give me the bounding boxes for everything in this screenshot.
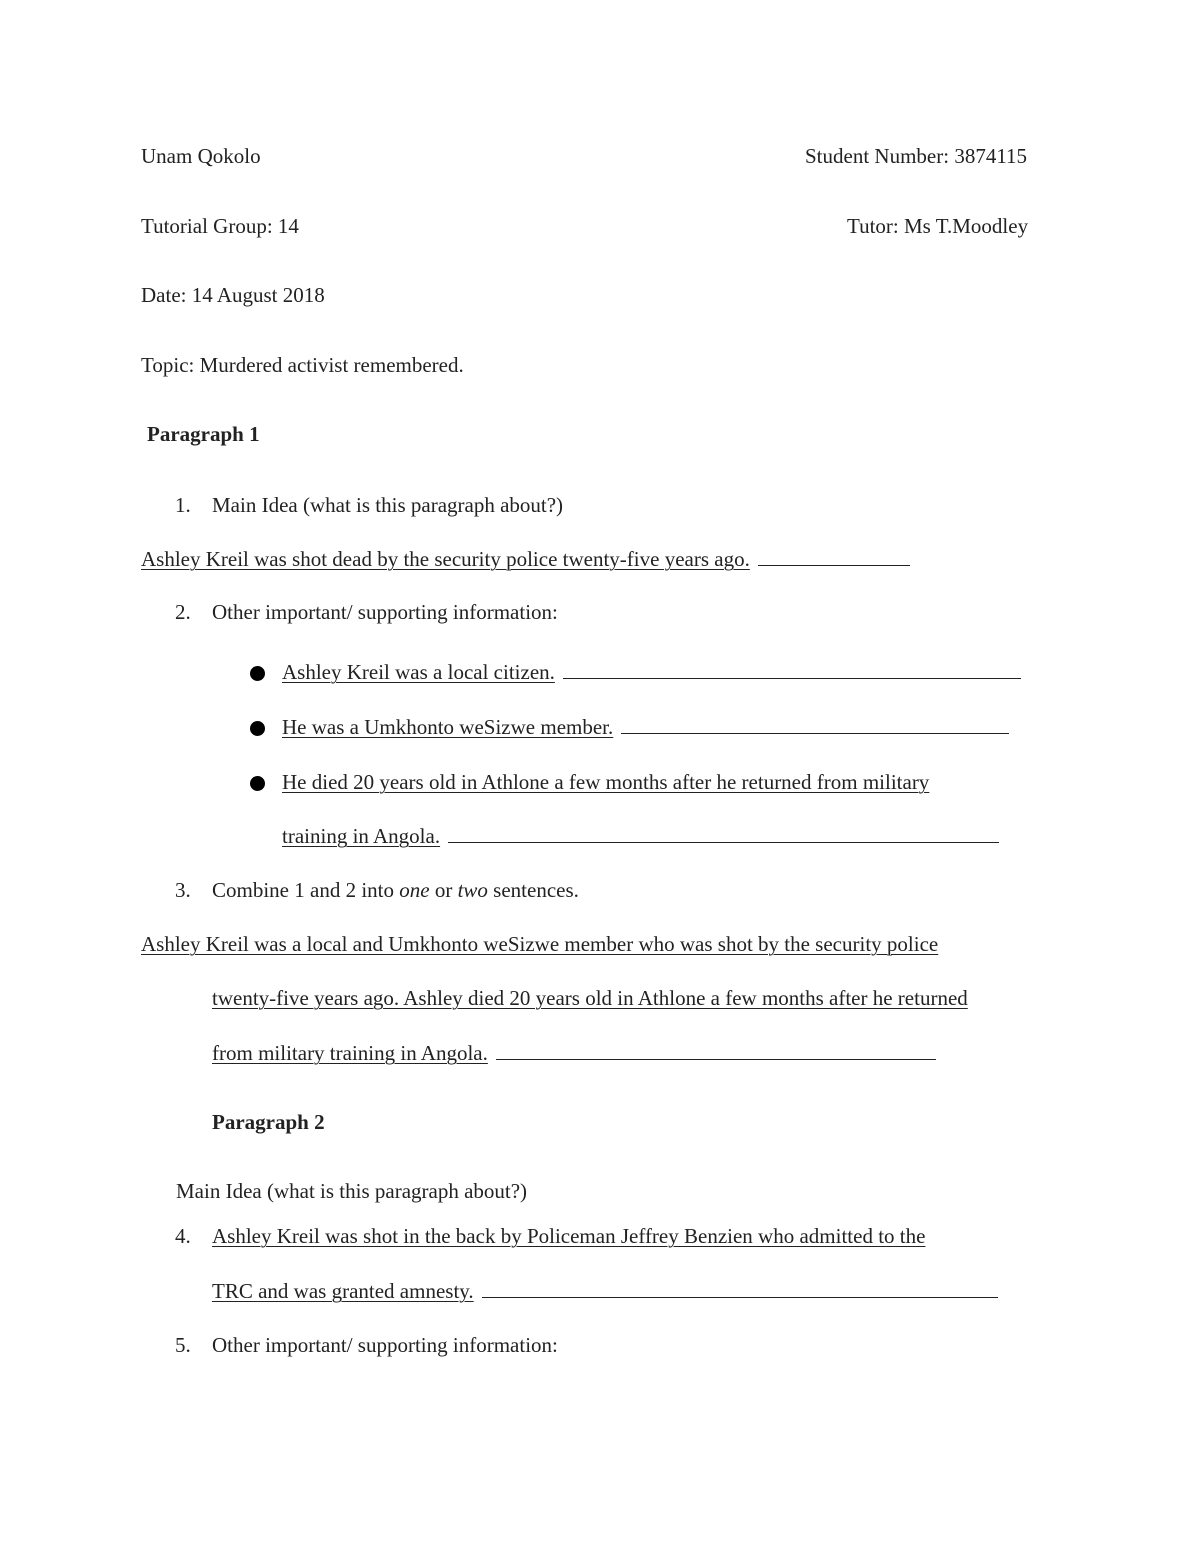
student-name: Unam Qokolo xyxy=(141,144,261,168)
bullet-icon xyxy=(250,666,265,681)
q2-label: Other important/ supporting information: xyxy=(212,600,558,624)
date: Date: 14 August 2018 xyxy=(141,283,325,307)
q3-number: 3. xyxy=(175,878,191,902)
q4-answer-line-1: Ashley Kreil was shot in the back by Policeman Jeffrey Benzien who admitted to the xyxy=(212,1224,926,1248)
answer-blank xyxy=(482,1279,998,1298)
bullet-1-text: Ashley Kreil was a local citizen. xyxy=(282,660,555,684)
q1-label: Main Idea (what is this paragraph about?) xyxy=(212,493,564,517)
p2-main-idea-label: Main Idea (what is this paragraph about?) xyxy=(176,1179,528,1203)
bullet-2-text: He was a Umkhonto weSizwe member. xyxy=(282,715,614,739)
tutorial-group: Tutorial Group: 14 xyxy=(141,214,299,238)
bullet-3-text: He died 20 years old in Athlone a few months after he returned from military xyxy=(282,770,930,794)
answer-blank xyxy=(448,824,999,843)
q3-label-part: or xyxy=(429,878,458,902)
q4-answer-line-2 xyxy=(212,1278,998,1304)
q3-label-two: two xyxy=(457,878,488,902)
bullet-3-continued-text: training in Angola. xyxy=(282,824,441,848)
q5-label: Other important/ supporting information: xyxy=(212,1333,558,1357)
q1-number: 1. xyxy=(175,493,191,517)
topic: Topic: Murdered activist remembered. xyxy=(141,353,464,377)
q4-number: 4. xyxy=(175,1224,191,1248)
tutor-name: Tutor: Ms T.Moodley xyxy=(847,214,1029,238)
q2-number: 2. xyxy=(175,600,191,624)
q3-label xyxy=(212,877,579,903)
answer-blank xyxy=(621,715,1009,734)
bullet-icon xyxy=(250,776,265,791)
q3-label-one: one xyxy=(399,878,430,902)
paragraph-1-heading: Paragraph 1 xyxy=(147,422,260,446)
q3-answer-line-3-text: from military training in Angola. xyxy=(212,1041,488,1065)
paragraph-2-heading: Paragraph 2 xyxy=(212,1110,325,1134)
student-number: Student Number: 3874115 xyxy=(805,144,1028,168)
answer-blank xyxy=(496,1041,936,1060)
q4-answer-line-2-text: TRC and was granted amnesty. xyxy=(212,1279,474,1303)
q3-label-part: sentences. xyxy=(487,878,579,902)
q1-answer: Ashley Kreil was shot dead by the security police twenty-five years ago. xyxy=(141,547,750,571)
bullet-1-line xyxy=(282,659,1021,685)
q1-answer-line xyxy=(141,546,910,572)
q3-answer-line-2: twenty-five years ago. Ashley died 20 years old in Athlone a few months after he returned xyxy=(212,986,968,1010)
bullet-2-line xyxy=(282,714,1009,740)
bullet-icon xyxy=(250,721,265,736)
bullet-3-continued-line xyxy=(282,823,999,849)
answer-blank xyxy=(563,660,1021,679)
q5-number: 5. xyxy=(175,1333,191,1357)
q3-label-part: Combine 1 and 2 into xyxy=(212,878,400,902)
answer-blank xyxy=(758,547,910,566)
q3-answer-line-1: Ashley Kreil was a local and Umkhonto weSizwe member who was shot by the security police xyxy=(141,932,939,956)
q3-answer-line-3 xyxy=(212,1040,936,1066)
